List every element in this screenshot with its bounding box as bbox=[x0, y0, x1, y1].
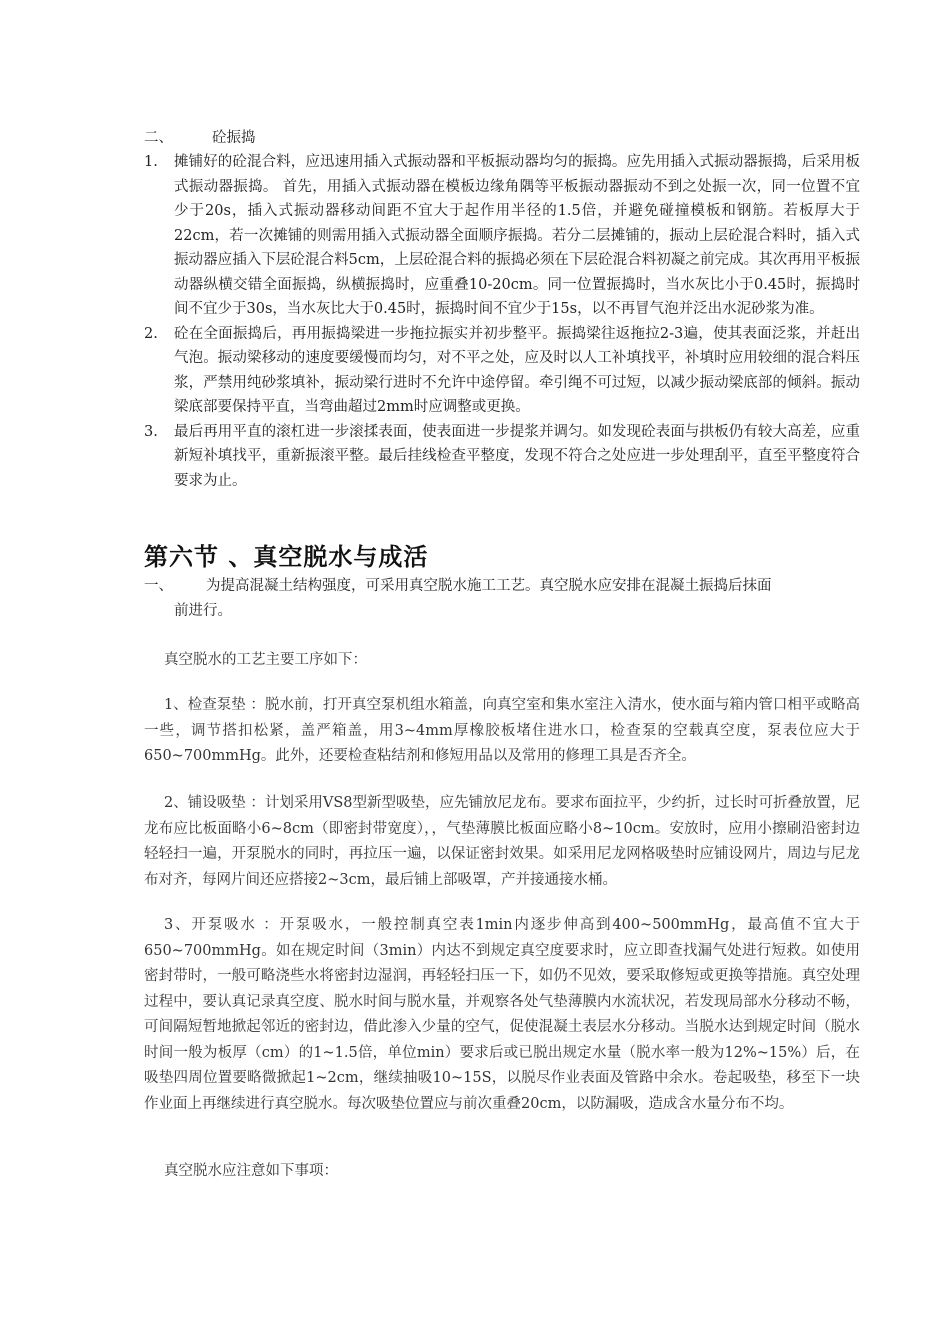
list-item-text: 最后再用平直的滚杠进一步滚揉表面，使表面进一步提浆并调匀。如发现砼表面与拱板仍有较大高差，应重新短补填找平，重新振滚平整。最后挂线检查平整度，发现不符合之处应进一步处理刮平，直至平整度符合要求为止。 bbox=[174, 423, 860, 489]
list-item-number: 3. bbox=[144, 423, 158, 440]
section-2-number: 二、 bbox=[144, 130, 173, 146]
step-check-pump: 1、检查泵垫 ：脱水前，打开真空泵机组水箱盖，向真空室和集水室注入清水，使水面与箱内管口相平或略高一些，调节搭扣松紧，盖严箱盖，用3~4mm厚橡胶板堵住进水口，检查泵的空载真空度，泵表位应大于650~700mmHg。此外，还要检查粘结剂和修短用品以及常用的修理工具是否齐全。 bbox=[144, 697, 860, 764]
section-6-title: 第六节 、真空脱水与成活 bbox=[144, 543, 429, 571]
intro-text: 为提高混凝土结构强度，可采用真空脱水施工工艺。真空脱水应安排在混凝土振捣后抹面 bbox=[206, 578, 772, 594]
list-item-number: 1. bbox=[144, 154, 158, 170]
vibration-steps-list bbox=[144, 150, 860, 493]
step-lay-pad: 2、铺设吸垫 ：计划采用VS8型新型吸垫，应先铺放尼龙布。要求布面拉平，少约折，过长时可折叠放置，尼龙布应比板面略小6~8cm（即密封带宽度），，气垫薄膜比板面应略小8~10cm。安放时，应用小擦刷沿密封边轻轻扫一遍，开泵脱水的同时，再拉压一遍，以保证密封效果。如采用尼龙网格吸垫时应铺设网片，周边与尼龙布对齐，每网片间还应搭接2~3cm，最后铺上部吸罩，产并接通接水桶。 bbox=[144, 795, 860, 888]
list-item bbox=[144, 322, 860, 420]
list-item-number: 2. bbox=[144, 325, 158, 342]
section-2-heading bbox=[144, 128, 256, 148]
list-item-text: 摊铺好的砼混合料，应迅速用插入式振动器和平板振动器均匀的振捣。应先用插入式振动器振捣，后采用板式振动器振捣。 首先，用插入式振动器在模板边缘角隅等平板振动器振动不到之处振一次，同一位置不宜少于20s，插入式振动器移动间距不宜大于起作用半径的1.5倍，并避免碰撞模板和钢筋。若板厚大于22cm，若一次摊铺的则需用插入式振动器全面顺序振捣。若分二层摊铺的，振动上层砼混合料时，插入式振动器应插入下层砼混合料5cm，上层砼混合料的振捣必须在下层砼混合料初凝之前完成。其次再用平板振动器纵横交错全面振捣，纵横振捣时，应重叠10-20cm。同一位置振捣时，当水灰比小于0.45时，振捣时间不宜少于30s，当水灰比大于0.45时，振捣时间不宜少于15s，以不再冒气泡并泛出水泥砂浆为准。 bbox=[174, 154, 860, 317]
intro-text-continued: 前进行。 bbox=[174, 603, 232, 619]
process-heading: 真空脱水的工艺主要工序如下： bbox=[164, 652, 367, 668]
list-item bbox=[144, 420, 860, 494]
section-2-title: 砼振捣 bbox=[212, 130, 256, 146]
intro-number: 一、 bbox=[144, 578, 173, 594]
list-item-text: 砼在全面振捣后，再用振捣梁进一步拖拉振实并初步整平。振捣梁往返拖拉2-3遍，使其表面泛浆，并赶出气泡。振动梁移动的速度要缓慢而均匀，对不平之处，应及时以人工补填找平，补填时应用较细的混合料压浆，严禁用纯砂浆填补，振动梁行进时不允许中途停留。牵引绳不可过短，以减少振动梁底部的倾斜。振动梁底部要保持平直，当弯曲超过2mm时应调整或更换。 bbox=[174, 325, 860, 415]
step-pump-suction: 3、开泵吸水 ：开泵吸水，一般控制真空表1min内逐步伸高到400~500mmHg，最高值不宜大于650~700mmHg。如在规定时间（3min）内达不到规定真空度要求时，应立即查找漏气处进行短救。如使用密封带时，一般可略浇些水将密封边湿润，再轻轻扫压一下，如仍不见效，要采取修短或更换等措施。真空处理过程中，要认真记录真空度、脱水时间与脱水量，并观察各处气垫薄膜内水流状况，若发现局部水分移动不畅，可间隔短暂地掀起邻近的密封边，借此渗入少量的空气，促使混凝土表层水分移动。当脱水达到规定时间（脱水时间一般为板厚（cm）的1~1.5倍，单位min）要求后或已脱出规定水量（脱水率一般为12%~15%）后，在吸垫四周位置要略微掀起1~2cm，继续抽吸10~15S，以脱尽作业表面及管路中余水。卷起吸垫，移至下一块作业面上再继续进行真空脱水。每次吸垫位置应与前次重叠20cm，以防漏吸，造成含水量分布不均。 bbox=[144, 917, 860, 1112]
list-item bbox=[144, 150, 860, 322]
section-6-intro bbox=[144, 574, 860, 624]
notes-heading: 真空脱水应注意如下事项： bbox=[164, 1163, 338, 1179]
